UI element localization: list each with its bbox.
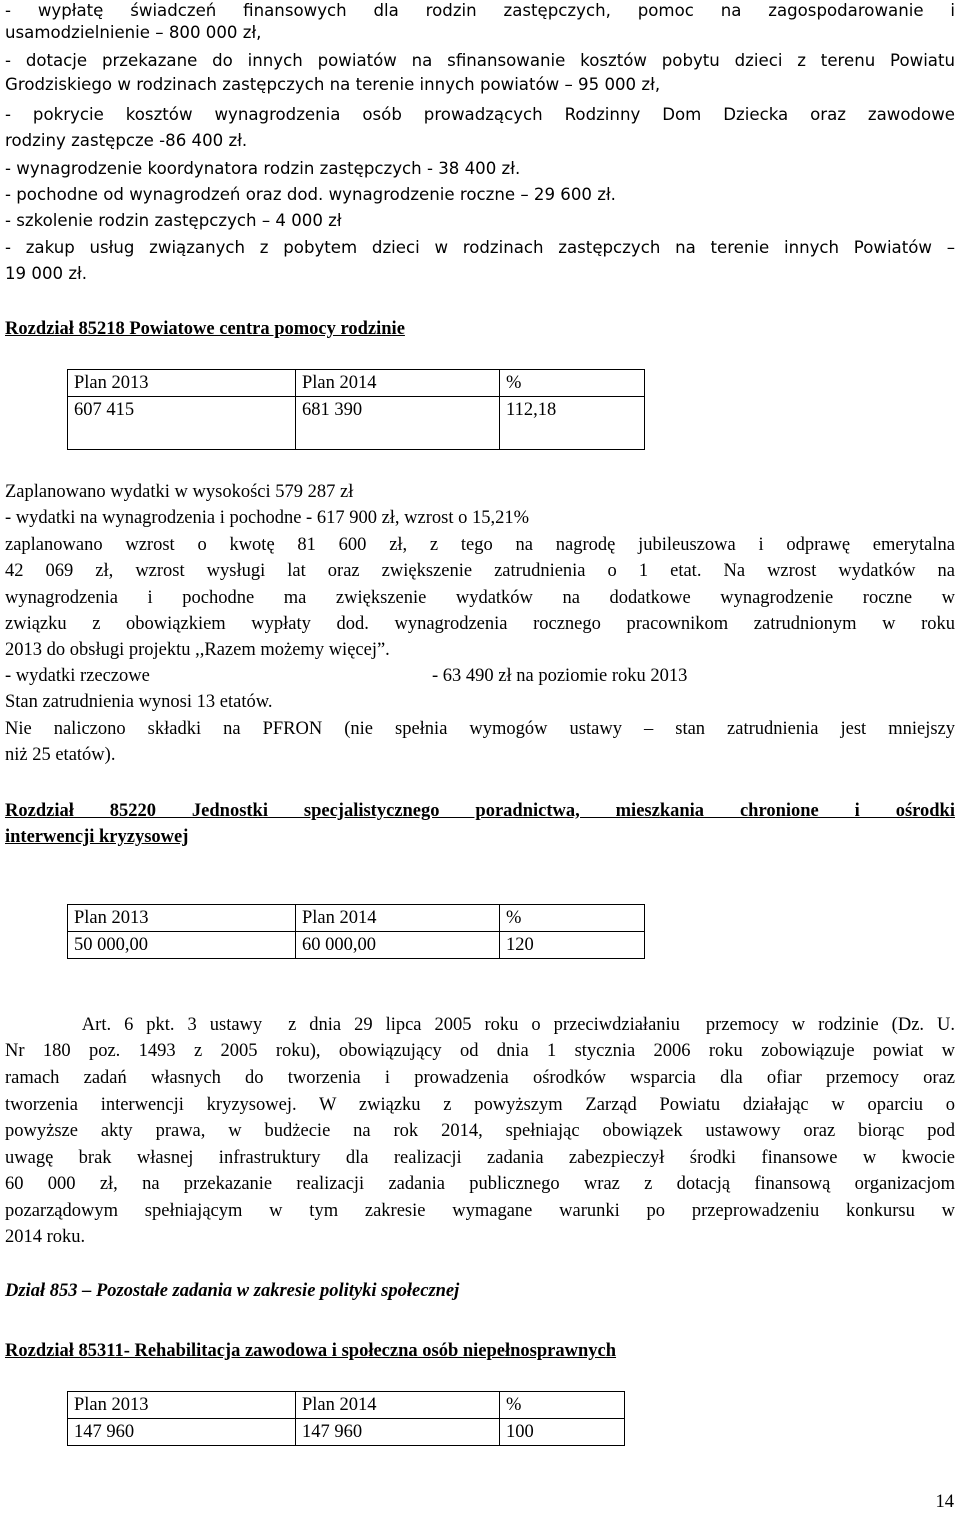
table-cell: 607 415 [68,397,296,450]
table-cell: 681 390 [296,397,500,450]
table-header-cell: Plan 2014 [296,905,500,932]
body-line: ramach zadań własnych do tworzenia i prowadzenia ośrodków wsparcia dla ofiar przemocy oraz [5,1068,955,1088]
intro-line-7: - wynagrodzenie koordynatora rodzin zastępczych - 38 400 zł. [5,159,521,178]
table-row [68,1419,625,1446]
table-header-cell: % [500,905,645,932]
table-cell: 112,18 [500,397,645,450]
body-line: Zaplanowano wydatki w wysokości 579 287 zł [5,482,354,502]
table-cell: 147 960 [296,1419,500,1446]
body-line: niż 25 etatów). [5,745,116,765]
section-85220-heading-cont: interwencji kryzysowej [5,827,189,847]
table-header-cell: Plan 2014 [296,370,500,397]
intro-line-2: usamodzielnienie – 800 000 zł, [5,23,262,42]
table-row [68,370,645,397]
table-row [68,932,645,959]
intro-line-3: - dotacje przekazane do innych powiatów na sfinansowanie kosztów pobytu dzieci z terenu Powiatu [5,51,955,70]
body-line: 60 000 zł, na przekazanie realizacji zadania publicznego wraz z dotacją finansową organizacjom [5,1174,955,1194]
body-line: zaplanowano wzrost o kwotę 81 600 zł, z tego na nagrodę jubileuszowa i odprawę emerytalna [5,535,955,555]
table-cell: 100 [500,1419,625,1446]
body-line: pozarządowym spełniającym w tym zakresie wymagane warunki po przeprowadzeniu konkursu w [5,1201,955,1221]
body-line: Nr 180 poz. 1493 z 2005 roku), obowiązujący od dnia 1 stycznia 2006 roku zobowiązuje powiat w [5,1041,955,1061]
body-line: Art. 6 pkt. 3 ustawy z dnia 29 lipca 2005 roku o przeciwdziałaniu przemocy w rodzinie (Dz. U. [5,1015,955,1035]
table-header-cell: % [500,1392,625,1419]
table-row [68,905,645,932]
section-85311-heading: Rozdział 85311- Rehabilitacja zawodowa i społeczna osób niepełnosprawnych [5,1341,617,1361]
body-line: 2013 do obsługi projektu ,,Razem możemy więcej”. [5,640,390,660]
body-line: 2014 roku. [5,1227,86,1247]
section-85220-heading: Rozdział 85220 Jednostki specjalistycznego poradnictwa, mieszkania chronione i ośrodki [5,801,955,821]
table-row [68,397,645,450]
body-line: związku z obowiązkiem wypłaty dod. wynagrodzenia rocznego pracownikom zatrudnionym w roku [5,614,955,634]
body-line: wynagrodzenia i pochodne ma zwiększenie wydatków na dodatkowe wynagrodzenie roczne w [5,588,955,608]
table-header-cell: % [500,370,645,397]
table-header-cell: Plan 2013 [68,905,296,932]
body-line: 42 069 zł, wzrost wysługi lat oraz zwiększenie zatrudnienia o 1 etat. Na wzrost wydatków na [5,561,955,581]
body-line-value: - 63 490 zł na poziomie roku 2013 [432,666,688,686]
intro-line-9: - szkolenie rodzin zastępczych – 4 000 zł [5,211,342,230]
intro-line-8: - pochodne od wynagrodzeń oraz dod. wynagrodzenie roczne – 29 600 zł. [5,185,616,204]
intro-line-6: rodziny zastępcze -86 400 zł. [5,131,248,150]
table-cell: 60 000,00 [296,932,500,959]
table-header-cell: Plan 2013 [68,1392,296,1419]
table-85218 [67,369,645,450]
body-line: Stan zatrudnienia wynosi 13 etatów. [5,692,273,712]
body-line: Nie naliczono składki na PFRON (nie spełnia wymogów ustawy – stan zatrudnienia jest mniejszy [5,719,955,739]
body-line: powyższe akty prawa, w budżecie na rok 2014, spełniając obowiązek ustawowy oraz biorąc pod [5,1121,955,1141]
body-line: - wydatki na wynagrodzenia i pochodne - 617 900 zł, wzrost o 15,21% [5,508,530,528]
intro-line-11: 19 000 zł. [5,264,88,283]
table-85311 [67,1391,625,1446]
table-cell: 50 000,00 [68,932,296,959]
table-row [68,1392,625,1419]
table-cell: 147 960 [68,1419,296,1446]
intro-line-5: - pokrycie kosztów wynagrodzenia osób prowadzących Rodzinny Dom Dziecka oraz zawodowe [5,105,955,124]
body-line: - wydatki rzeczowe [5,666,150,686]
intro-line-1: - wypłatę świadczeń finansowych dla rodzin zastępczych, pomoc na zagospodarowanie i [5,1,955,20]
page-number: 14 [935,1492,954,1512]
table-header-cell: Plan 2013 [68,370,296,397]
table-header-cell: Plan 2014 [296,1392,500,1419]
body-line: uwagę brak własnej infrastruktury dla realizacji zadania zabezpieczył środki finansowe w kwocie [5,1148,955,1168]
body-line: tworzenia interwencji kryzysowej. W związku z powyższym Zarząd Powiatu działając w oparciu o [5,1095,955,1115]
table-85220 [67,904,645,959]
dzial-853-heading: Dział 853 – Pozostałe zadania w zakresie polityki społecznej [5,1281,460,1301]
table-cell: 120 [500,932,645,959]
intro-line-4: Grodziskiego w rodzinach zastępczych na terenie innych powiatów – 95 000 zł, [5,75,661,94]
intro-line-10: - zakup usług związanych z pobytem dzieci w rodzinach zastępczych na terenie innych Powiatów – [5,238,955,257]
section-85218-heading: Rozdział 85218 Powiatowe centra pomocy rodzinie [5,319,405,339]
